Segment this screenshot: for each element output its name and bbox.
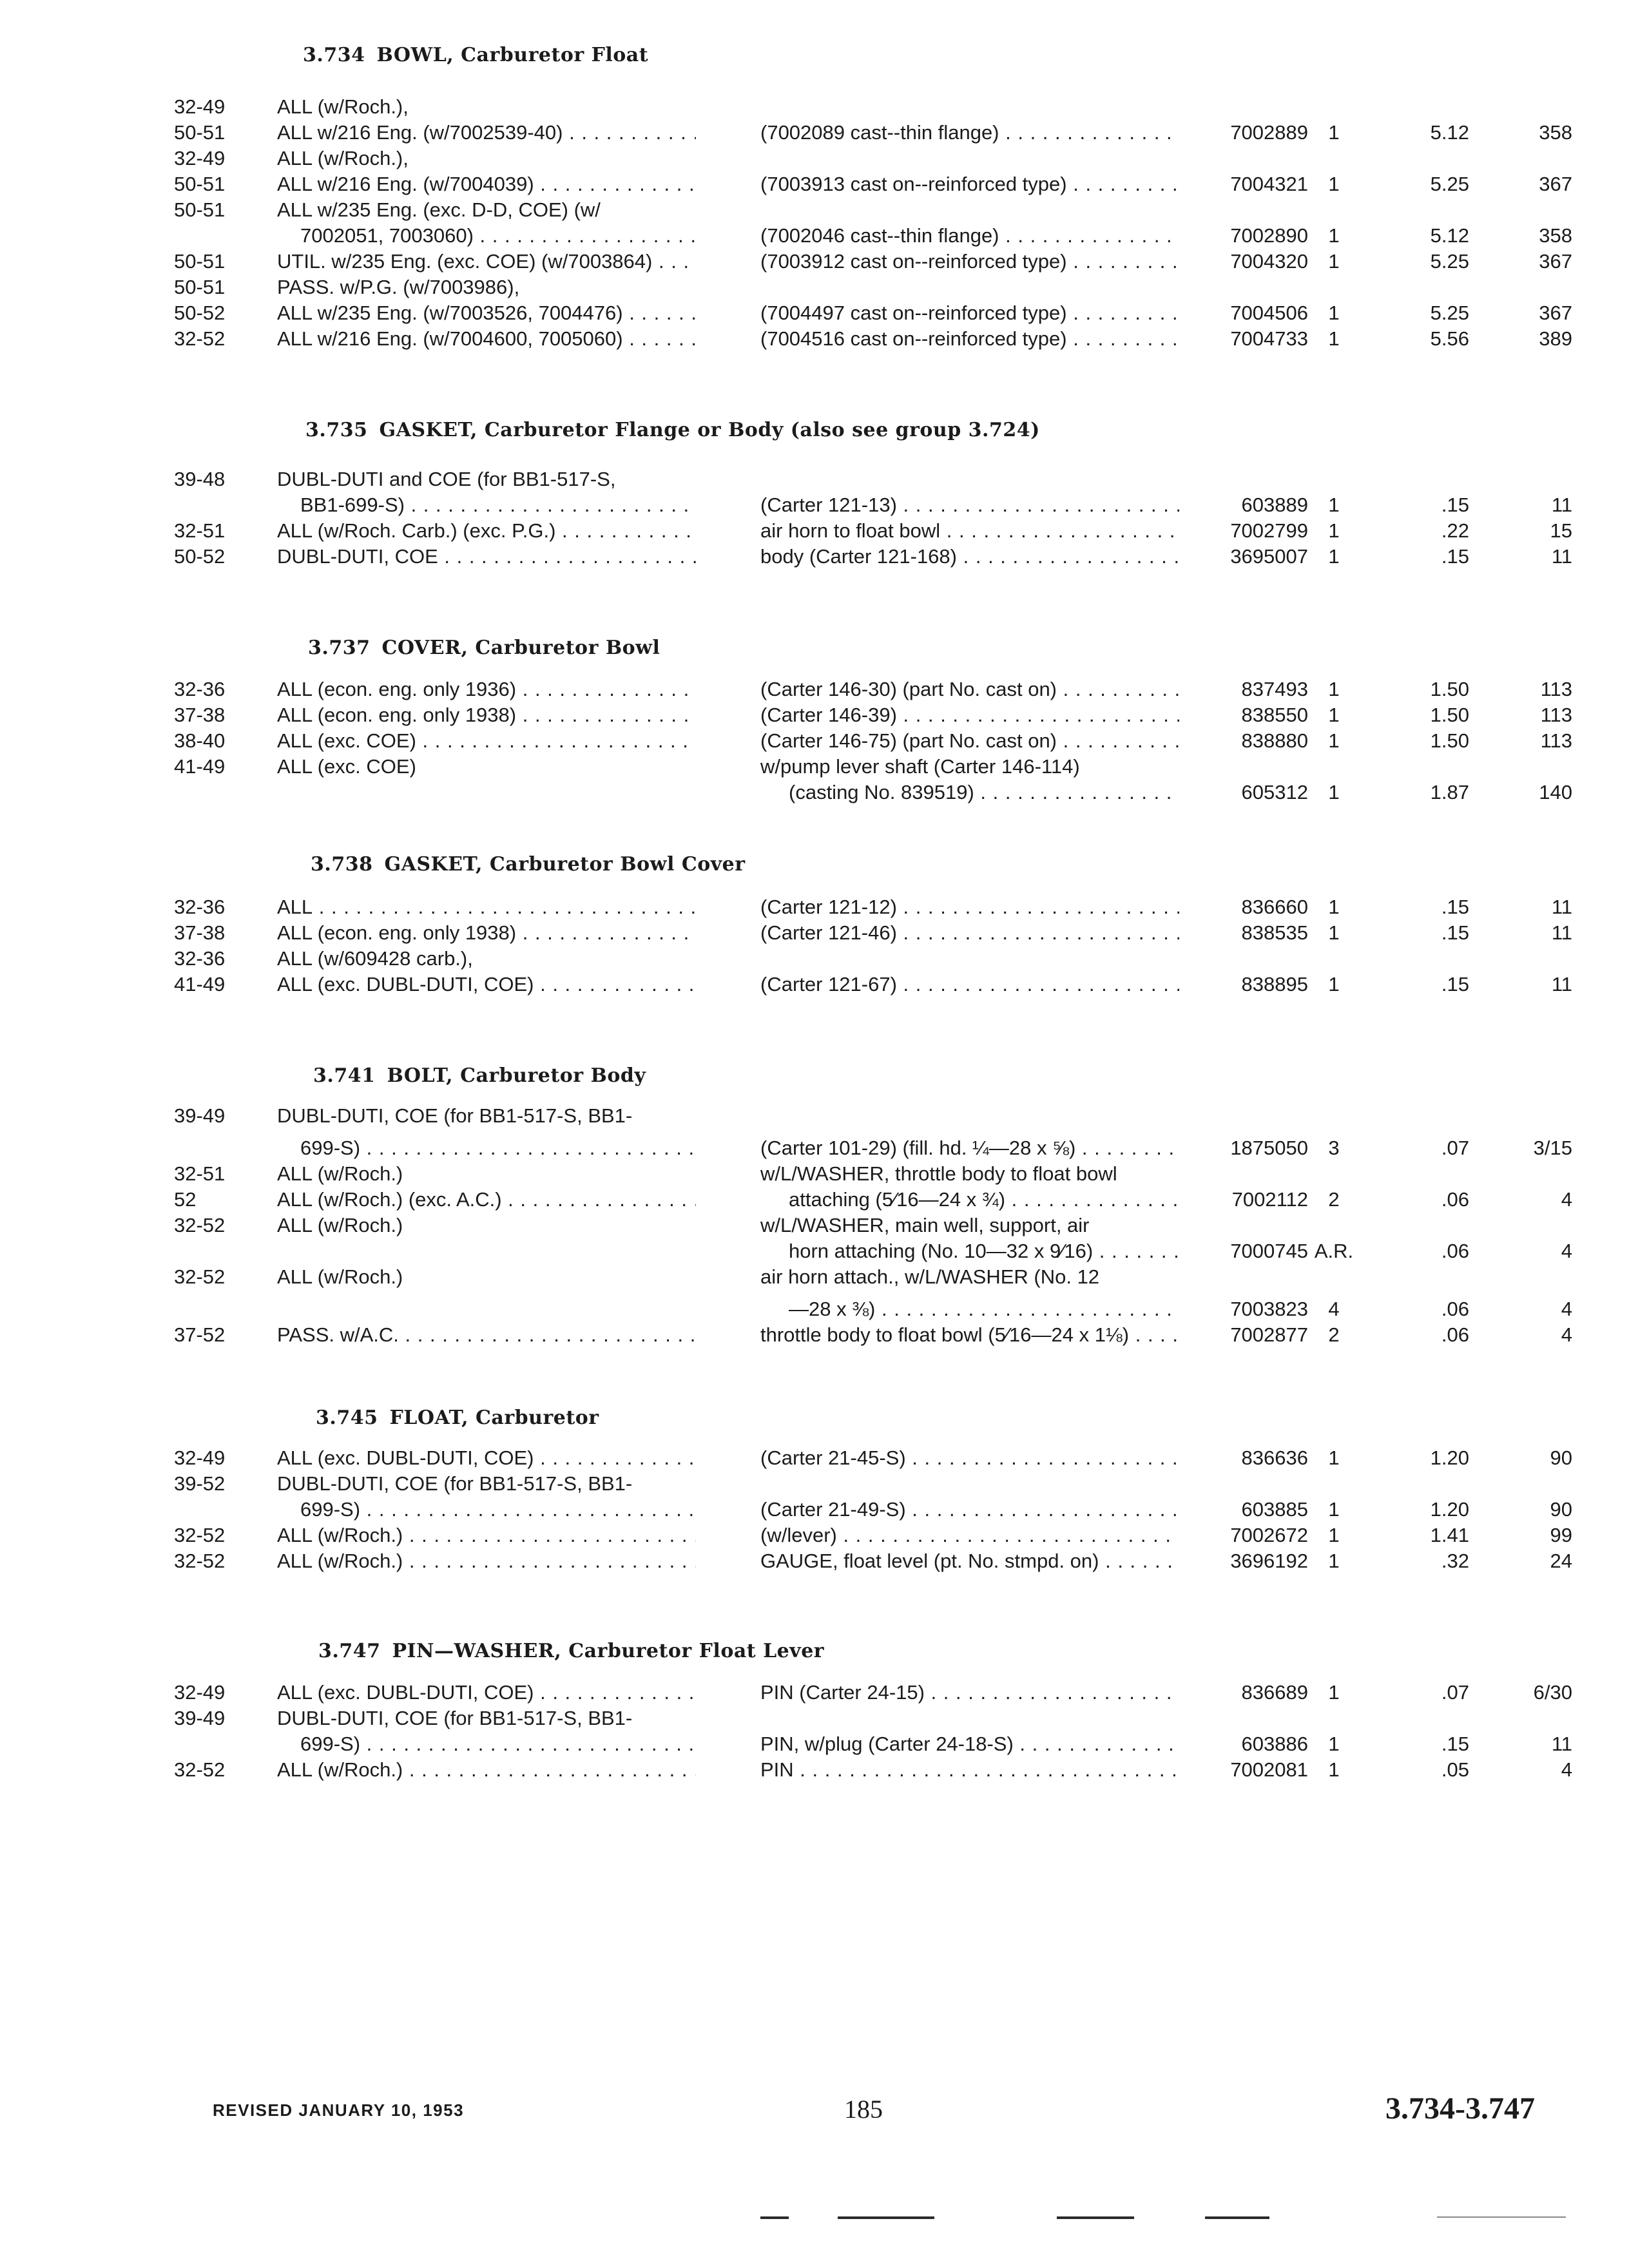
qty-cell: 1 [1328,1446,1340,1469]
desc-cell: (Carter 21-45-S) . . . [760,1445,1179,1471]
years-cell: 39-49 [174,1104,226,1127]
years-cell: 41-49 [174,755,226,778]
part-cell: 7003823 [1230,1298,1308,1320]
part-row [0,1757,1629,1783]
weight-cell: 4 [1561,1323,1572,1346]
desc-cell: PIN, w/plug (Carter 24-18-S) . . . [760,1731,1179,1757]
model-cell: ALL (w/Roch.), [277,95,409,118]
part-row [0,1523,1629,1548]
part-row [0,544,1629,570]
scan-mark [1437,2216,1566,2218]
model-cell: 699-S) . . . [300,1135,696,1161]
qty-cell: A.R. [1314,1240,1354,1262]
years-cell: 52 [174,1188,197,1211]
part-cell: 7002799 [1230,519,1308,542]
desc-cell: (casting No. 839519) . . . [789,780,1179,805]
price-cell: 1.50 [1430,729,1469,752]
model-cell: ALL (w/Roch.), [277,147,409,169]
part-cell: 7002877 [1230,1323,1308,1346]
desc-cell: (Carter 101-29) (fill. hd. ¼—28 x ⅝) . . . [760,1135,1179,1161]
price-cell: .32 [1441,1550,1469,1572]
desc-cell: (Carter 146-75) (part No. cast on) . . . [760,728,1179,754]
group-number: 3.741 [313,1064,376,1087]
desc-cell: body (Carter 121-168) . . . [760,544,1179,570]
price-cell: .15 [1441,494,1469,516]
part-cell: 837493 [1241,678,1308,700]
section-title [303,44,648,66]
weight-cell: 90 [1550,1446,1572,1469]
desc-cell: PIN . . . [760,1757,1179,1783]
part-row [0,1187,1629,1213]
years-cell: 32-51 [174,1162,226,1185]
part-cell: 603885 [1241,1498,1308,1521]
section-title [313,1064,646,1087]
years-cell: 37-52 [174,1323,226,1346]
price-cell: .06 [1441,1240,1469,1262]
price-cell: .06 [1441,1323,1469,1346]
model-cell: ALL (exc. DUBL-DUTI, COE) . . . [277,1445,696,1471]
price-cell: .15 [1441,545,1469,568]
part-row [0,972,1629,997]
years-cell: 32-49 [174,147,226,169]
years-cell: 32-49 [174,1446,226,1469]
weight-cell: 367 [1539,250,1572,273]
desc-cell: air horn to float bowl . . . [760,518,1179,544]
years-cell: 50-51 [174,121,226,144]
model-cell: DUBL-DUTI, COE (for BB1-517-S, BB1- [277,1707,633,1729]
part-row [0,223,1629,249]
years-cell: 32-52 [174,327,226,350]
qty-cell: 1 [1328,781,1340,803]
part-cell: 836660 [1241,896,1308,918]
model-cell: DUBL-DUTI and COE (for BB1-517-S, [277,468,616,490]
part-cell: 7000745 [1230,1240,1308,1262]
desc-cell: —28 x ⅜) . . . [789,1296,1179,1322]
model-cell: ALL w/216 Eng. (w/7002539-40) . . . [277,120,696,146]
weight-cell: 389 [1539,327,1572,350]
part-row [0,120,1629,146]
qty-cell: 4 [1328,1298,1340,1320]
part-cell: 7004733 [1230,327,1308,350]
part-row [0,677,1629,702]
model-cell: ALL (w/Roch.) . . . [277,1757,696,1783]
model-cell: ALL (econ. eng. only 1936) . . . [277,677,696,702]
price-cell: .06 [1441,1298,1469,1320]
part-cell: 603889 [1241,494,1308,516]
years-cell: 38-40 [174,729,226,752]
model-cell: UTIL. w/235 Eng. (exc. COE) (w/7003864) . . . [277,249,696,274]
model-cell: ALL (w/Roch.) [277,1265,403,1288]
price-cell: .06 [1441,1188,1469,1211]
qty-cell: 1 [1328,1681,1340,1704]
desc-cell: (7004516 cast on--reinforced type) . . . [760,326,1179,352]
weight-cell: 24 [1550,1550,1572,1572]
part-cell: 838550 [1241,704,1308,726]
model-cell: ALL (w/Roch.) [277,1214,403,1236]
desc-cell: attaching (5⁄16—24 x ¾) . . . [789,1187,1179,1213]
price-cell: 1.87 [1430,781,1469,803]
qty-cell: 1 [1328,1758,1340,1781]
model-cell: ALL (exc. DUBL-DUTI, COE) . . . [277,972,696,997]
part-row [0,249,1629,274]
part-row [0,518,1629,544]
part-cell: 7004506 [1230,302,1308,324]
qty-cell: 1 [1328,494,1340,516]
years-cell: 32-36 [174,896,226,918]
model-cell: 699-S) . . . [300,1731,696,1757]
part-row [0,728,1629,754]
qty-cell: 1 [1328,1498,1340,1521]
part-cell: 7002672 [1230,1524,1308,1546]
scan-mark [760,2216,789,2219]
weight-cell: 11 [1551,896,1572,918]
price-cell: 1.20 [1430,1498,1469,1521]
price-cell: .22 [1441,519,1469,542]
part-row [0,466,1629,492]
qty-cell: 1 [1328,173,1340,195]
part-row [0,1322,1629,1348]
weight-cell: 113 [1540,678,1572,700]
weight-cell: 358 [1539,224,1572,247]
qty-cell: 1 [1328,921,1340,944]
years-cell: 50-52 [174,545,226,568]
part-row [0,1497,1629,1523]
weight-cell: 358 [1539,121,1572,144]
price-cell: 5.56 [1430,327,1469,350]
part-cell: 838880 [1241,729,1308,752]
years-cell: 50-51 [174,198,226,221]
part-row [0,1471,1629,1497]
group-title: COVER, Carburetor Bowl [381,637,660,659]
years-cell: 32-49 [174,1681,226,1704]
weight-cell: 3/15 [1533,1137,1572,1159]
desc-cell: (7003913 cast on--reinforced type) . . . [760,171,1179,197]
price-cell: 1.50 [1430,704,1469,726]
qty-cell: 1 [1328,1550,1340,1572]
part-row [0,1238,1629,1264]
part-cell: 7002889 [1230,121,1308,144]
model-cell: BB1-699-S) . . . [300,492,696,518]
desc-cell: (7003912 cast on--reinforced type) . . . [760,249,1179,274]
weight-cell: 11 [1551,1733,1572,1755]
model-cell: ALL (w/Roch.) . . . [277,1548,696,1574]
weight-cell: 11 [1551,545,1572,568]
price-cell: 1.41 [1430,1524,1469,1546]
model-cell: ALL (exc. DUBL-DUTI, COE) . . . [277,1680,696,1706]
price-cell: .15 [1441,921,1469,944]
price-cell: 5.12 [1430,121,1469,144]
qty-cell: 1 [1328,302,1340,324]
group-range: 3.734-3.747 [1385,2091,1535,2126]
desc-cell: (Carter 121-46) . . . [760,920,1179,946]
desc-cell: GAUGE, float level (pt. No. stmpd. on) . . . [760,1548,1179,1574]
part-row [0,1161,1629,1187]
years-cell: 32-49 [174,95,226,118]
part-row [0,274,1629,300]
years-cell: 50-51 [174,250,226,273]
scan-mark [838,2216,934,2219]
part-row [0,894,1629,920]
qty-cell: 3 [1328,1137,1340,1159]
model-cell: ALL w/235 Eng. (exc. D-D, COE) (w/ [277,198,601,221]
part-row [0,1731,1629,1757]
group-title: GASKET, Carburetor Flange or Body (also see group 3.724) [379,419,1040,441]
weight-cell: 99 [1550,1524,1572,1546]
part-row [0,146,1629,171]
desc-cell: (w/lever) . . . [760,1523,1179,1548]
qty-cell: 2 [1328,1323,1340,1346]
qty-cell: 2 [1328,1188,1340,1211]
years-cell: 32-52 [174,1265,226,1288]
desc-cell: (Carter 146-30) (part No. cast on) . . . [760,677,1179,702]
weight-cell: 113 [1540,704,1572,726]
part-row [0,946,1629,972]
part-cell: 7004321 [1230,173,1308,195]
page-number: 185 [844,2095,883,2124]
years-cell: 37-38 [174,704,226,726]
qty-cell: 1 [1328,519,1340,542]
price-cell: .15 [1441,973,1469,995]
weight-cell: 4 [1561,1758,1572,1781]
weight-cell: 367 [1539,302,1572,324]
group-title: FLOAT, Carburetor [389,1407,599,1429]
part-row [0,1296,1629,1322]
qty-cell: 1 [1328,224,1340,247]
price-cell: 5.25 [1430,302,1469,324]
part-row [0,300,1629,326]
weight-cell: 15 [1550,519,1572,542]
part-row [0,171,1629,197]
weight-cell: 4 [1561,1240,1572,1262]
model-cell: ALL (w/Roch.) (exc. A.C.) . . . [277,1187,696,1213]
model-cell: 699-S) . . . [300,1497,696,1523]
years-cell: 32-51 [174,519,226,542]
part-cell: 7002112 [1231,1188,1308,1211]
weight-cell: 4 [1561,1298,1572,1320]
qty-cell: 1 [1328,1524,1340,1546]
weight-cell: 11 [1551,921,1572,944]
years-cell: 32-36 [174,947,226,970]
qty-cell: 1 [1328,545,1340,568]
desc-cell: (Carter 121-12) . . . [760,894,1179,920]
model-cell: ALL w/216 Eng. (w/7004039) . . . [277,171,696,197]
qty-cell: 1 [1328,729,1340,752]
section-title [316,1407,599,1429]
weight-cell: 367 [1539,173,1572,195]
desc-cell: (Carter 121-67) . . . [760,972,1179,997]
section-title [308,637,660,659]
section-title [318,1640,824,1662]
desc-cell: (Carter 21-49-S) . . . [760,1497,1179,1523]
price-cell: 5.25 [1430,250,1469,273]
part-row [0,754,1629,780]
model-cell: ALL (w/Roch.) . . . [277,1523,696,1548]
section-title [305,419,1040,441]
desc-cell: PIN (Carter 24-15) . . . [760,1680,1179,1706]
group-title: BOWL, Carburetor Float [376,44,649,66]
weight-cell: 4 [1561,1188,1572,1211]
section-title [311,853,746,876]
desc-cell: w/pump lever shaft (Carter 146-114) [760,755,1080,778]
part-row [0,1264,1629,1290]
part-row [0,1548,1629,1574]
part-row [0,326,1629,352]
part-row [0,702,1629,728]
weight-cell: 11 [1551,494,1572,516]
part-row [0,1445,1629,1471]
years-cell: 32-52 [174,1524,226,1546]
model-cell: ALL w/235 Eng. (w/7003526, 7004476) . . . [277,300,696,326]
years-cell: 32-52 [174,1758,226,1781]
years-cell: 39-48 [174,468,226,490]
model-cell: PASS. w/P.G. (w/7003986), [277,276,520,298]
part-cell: 605312 [1241,781,1308,803]
desc-cell: (7004497 cast on--reinforced type) . . . [760,300,1179,326]
weight-cell: 113 [1540,729,1572,752]
part-row [0,1103,1629,1129]
desc-cell: horn attaching (No. 10—32 x 9⁄16) . . . [789,1238,1179,1264]
weight-cell: 90 [1550,1498,1572,1521]
qty-cell: 1 [1328,678,1340,700]
price-cell: .15 [1441,1733,1469,1755]
part-cell: 7004320 [1230,250,1308,273]
model-cell: ALL (exc. COE) . . . [277,728,696,754]
group-number: 3.738 [311,853,373,876]
scan-mark [1057,2216,1134,2219]
part-row [0,920,1629,946]
qty-cell: 1 [1328,1733,1340,1755]
desc-cell: throttle body to float bowl (5⁄16—24 x 1⅛) . . . [760,1322,1179,1348]
part-row [0,1706,1629,1731]
weight-cell: 6/30 [1533,1681,1572,1704]
model-cell: ALL (econ. eng. only 1938) . . . [277,702,696,728]
group-number: 3.747 [318,1640,381,1662]
model-cell: 7002051, 7003060) . . . [300,223,696,249]
model-cell: ALL (w/Roch. Carb.) (exc. P.G.) . . . [277,518,696,544]
weight-cell: 140 [1539,781,1572,803]
desc-cell: (7002046 cast--thin flange) . . . [760,223,1179,249]
qty-cell: 1 [1328,973,1340,995]
price-cell: 5.12 [1430,224,1469,247]
years-cell: 32-52 [174,1214,226,1236]
desc-cell: w/L/WASHER, throttle body to float bowl [760,1162,1117,1185]
scan-mark [1205,2216,1269,2219]
price-cell: 1.20 [1430,1446,1469,1469]
part-row [0,1135,1629,1161]
years-cell: 50-51 [174,173,226,195]
model-cell: ALL (econ. eng. only 1938) . . . [277,920,696,946]
years-cell: 37-38 [174,921,226,944]
price-cell: 5.25 [1430,173,1469,195]
part-cell: 7002890 [1230,224,1308,247]
price-cell: 1.50 [1430,678,1469,700]
part-cell: 603886 [1241,1733,1308,1755]
price-cell: .07 [1441,1137,1469,1159]
group-number: 3.734 [303,44,365,66]
part-row [0,1680,1629,1706]
group-number: 3.745 [316,1407,378,1429]
years-cell: 39-52 [174,1472,226,1495]
group-title: PIN—WASHER, Carburetor Float Lever [392,1640,825,1662]
desc-cell: w/L/WASHER, main well, support, air [760,1214,1090,1236]
desc-cell: (7002089 cast--thin flange) . . . [760,120,1179,146]
years-cell: 32-52 [174,1550,226,1572]
part-cell: 838535 [1241,921,1308,944]
part-row [0,492,1629,518]
model-cell: DUBL-DUTI, COE (for BB1-517-S, BB1- [277,1472,633,1495]
years-cell: 41-49 [174,973,226,995]
qty-cell: 1 [1328,327,1340,350]
part-cell: 838895 [1241,973,1308,995]
part-cell: 7002081 [1230,1758,1308,1781]
part-row [0,94,1629,120]
model-cell: ALL (exc. COE) [277,755,416,778]
part-cell: 3696192 [1230,1550,1308,1572]
weight-cell: 11 [1551,973,1572,995]
model-cell: ALL (w/Roch.) [277,1162,403,1185]
part-cell: 3695007 [1230,545,1308,568]
model-cell: DUBL-DUTI, COE (for BB1-517-S, BB1- [277,1104,633,1127]
model-cell: ALL . . . [277,894,696,920]
part-cell: 1875050 [1230,1137,1308,1159]
group-title: GASKET, Carburetor Bowl Cover [384,853,746,876]
desc-cell: (Carter 146-39) . . . [760,702,1179,728]
part-row [0,197,1629,223]
years-cell: 39-49 [174,1707,226,1729]
years-cell: 50-51 [174,276,226,298]
group-title: BOLT, Carburetor Body [387,1064,646,1087]
price-cell: .05 [1441,1758,1469,1781]
model-cell: DUBL-DUTI, COE . . . [277,544,696,570]
part-row [0,1213,1629,1238]
group-number: 3.737 [308,637,371,659]
price-cell: .15 [1441,896,1469,918]
years-cell: 32-36 [174,678,226,700]
price-cell: .07 [1441,1681,1469,1704]
qty-cell: 1 [1328,704,1340,726]
part-cell: 836636 [1241,1446,1308,1469]
revised-date: REVISED JANUARY 10, 1953 [213,2100,465,2120]
qty-cell: 1 [1328,896,1340,918]
years-cell: 50-52 [174,302,226,324]
qty-cell: 1 [1328,121,1340,144]
part-row [0,780,1629,805]
desc-cell: (Carter 121-13) . . . [760,492,1179,518]
part-cell: 836689 [1241,1681,1308,1704]
desc-cell: air horn attach., w/L/WASHER (No. 12 [760,1265,1100,1288]
group-number: 3.735 [305,419,368,441]
model-cell: ALL (w/609428 carb.), [277,947,473,970]
qty-cell: 1 [1328,250,1340,273]
model-cell: ALL w/216 Eng. (w/7004600, 7005060) . . . [277,326,696,352]
model-cell: PASS. w/A.C. . . . [277,1322,696,1348]
